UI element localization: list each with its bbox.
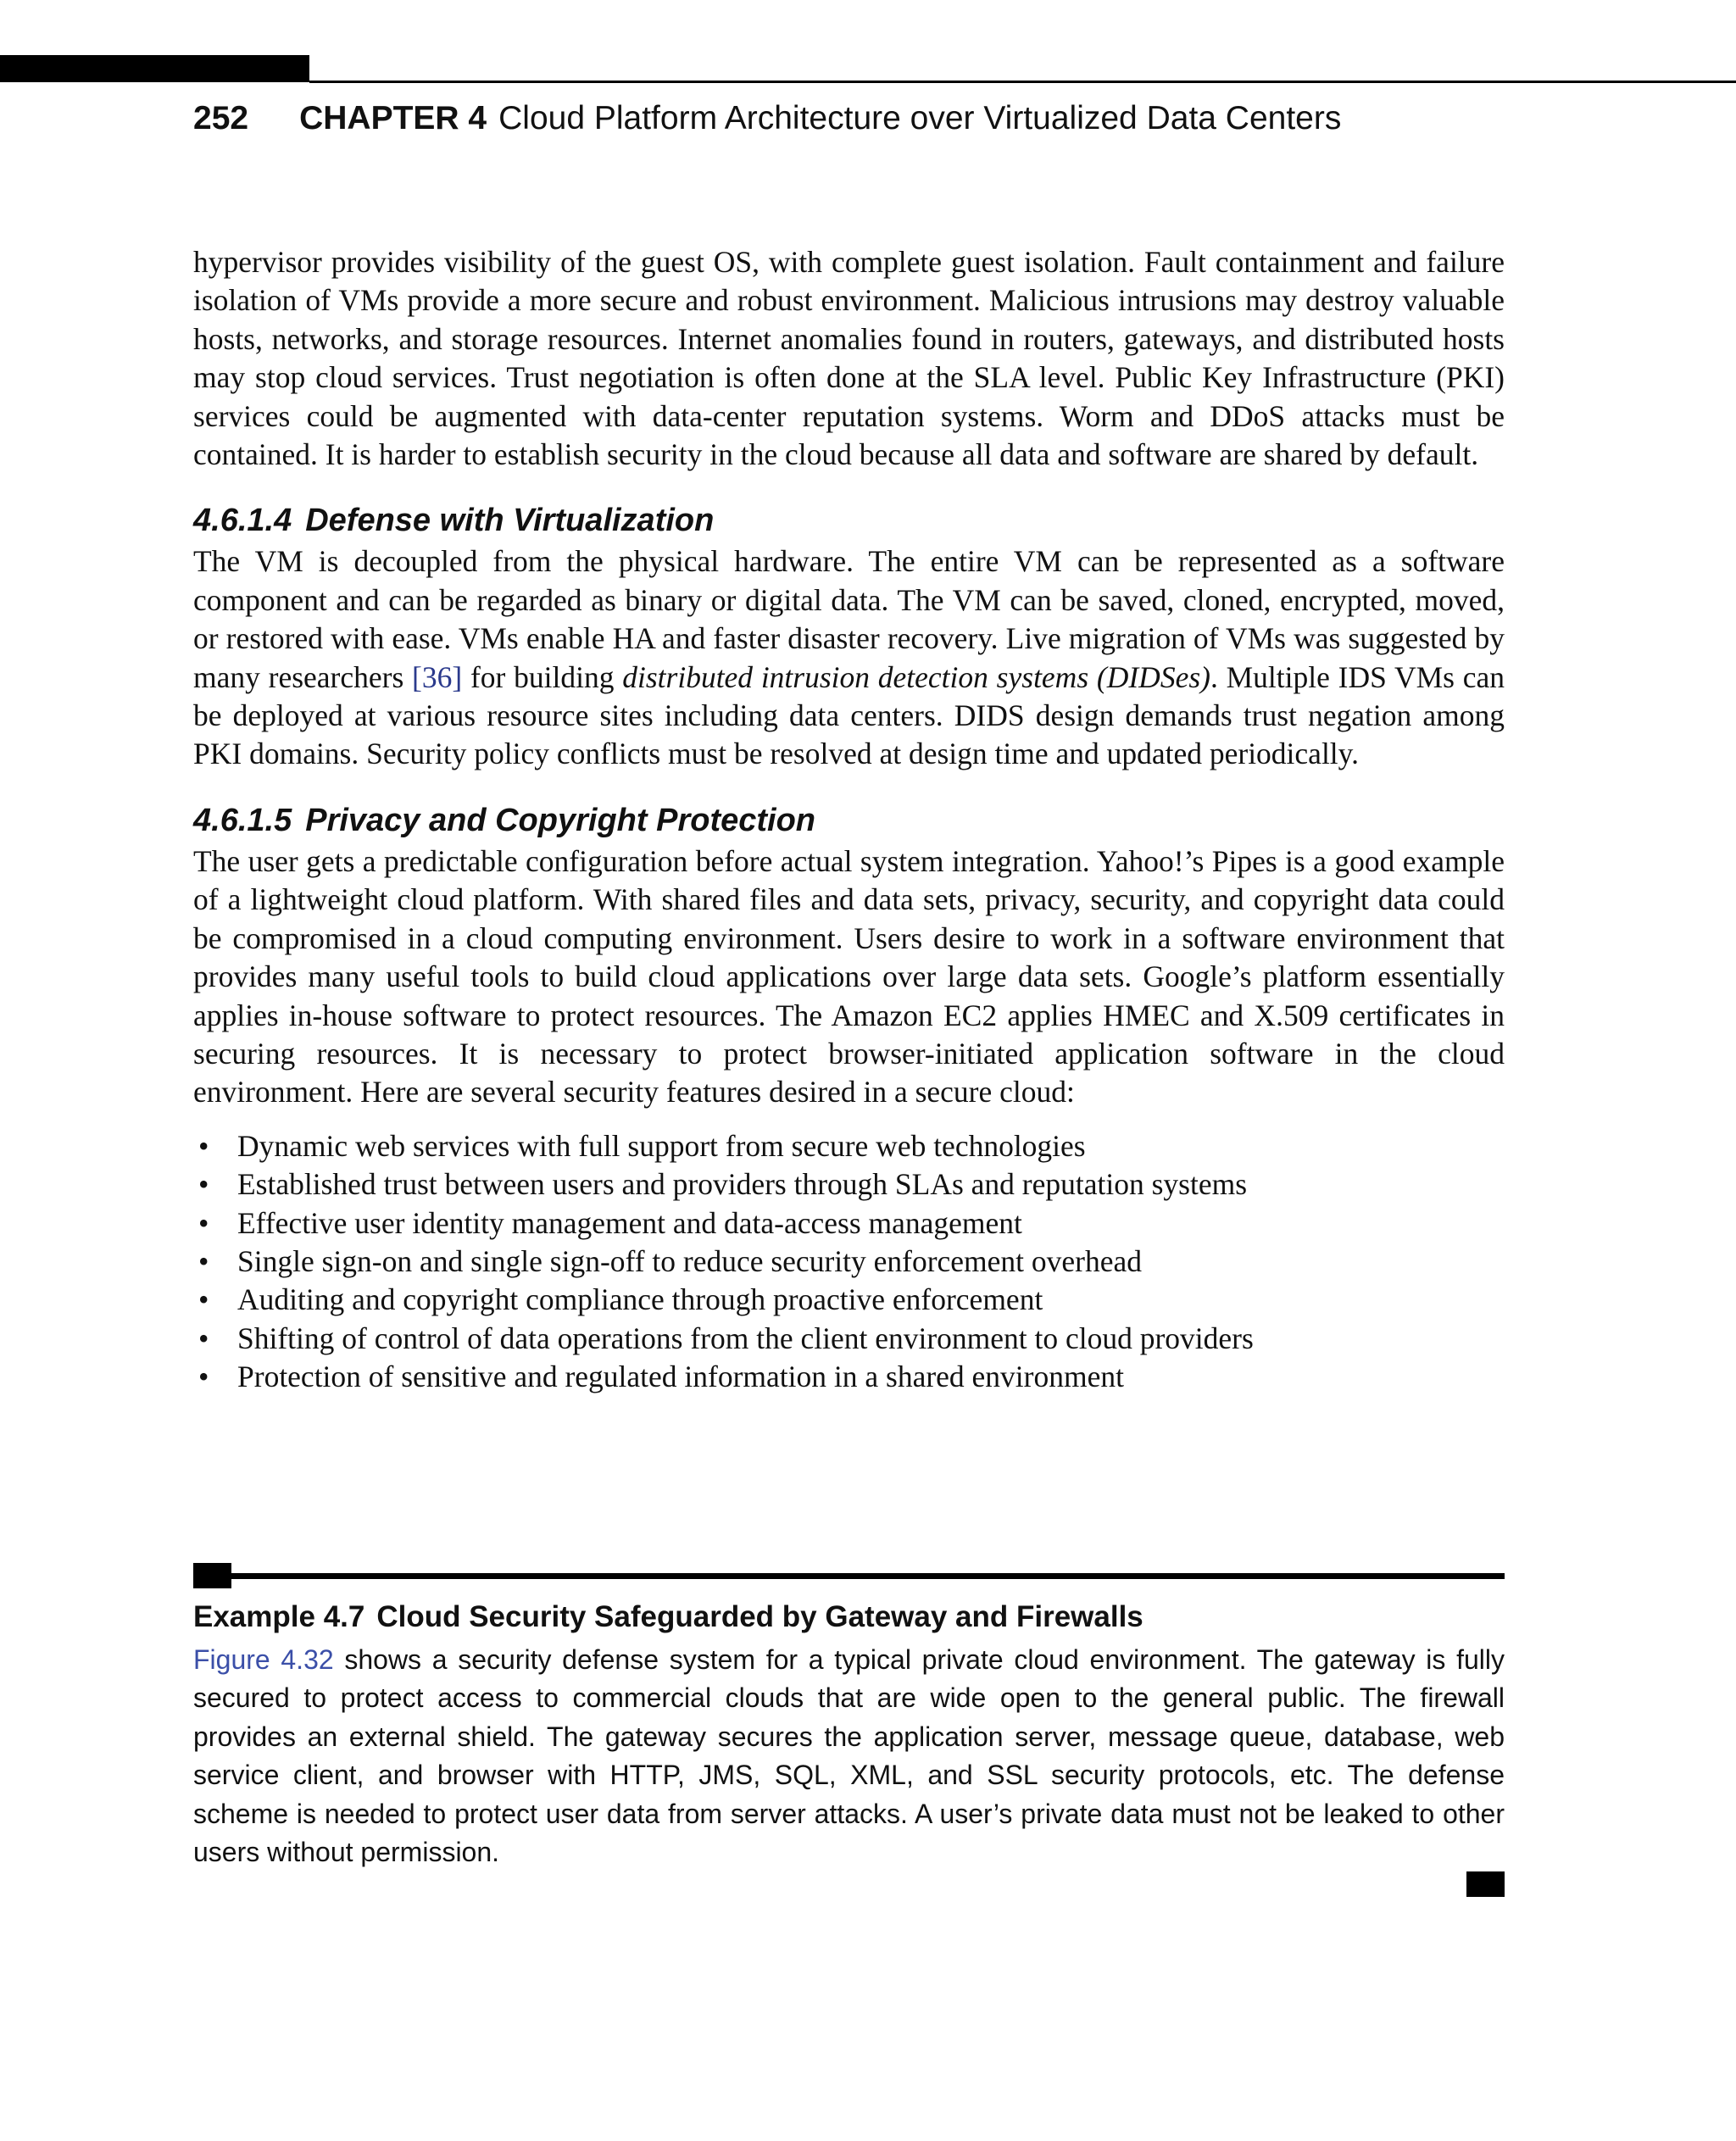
defense-text: . Multiple IDS VMs can be deployed at various resource sites including data centers. DIDS design demands trust negation among PKI domains. Security policy conflicts must be resolved at design time and updated periodically. [193, 659, 1505, 771]
list-item [193, 1281, 1505, 1319]
example-text: shows a security defense system for a typical private cloud environment. The gateway is fully secured to protect access to commercial clouds that are wide open to the general public. The firewall provides an external shield. The gateway secures the application server, message queue, database, web service client, and browser with HTTP, JMS, SQL, XML, and SSL security protocols, etc. The defense scheme is needed to protect user data from server attacks. A user’s private data must not be leaked to other users without permission. [193, 1644, 1505, 1868]
bullet-icon: • [198, 1321, 209, 1355]
list-item-text: Shifting of control of data operations from the client environment to cloud providers [237, 1321, 1254, 1355]
example-box [193, 1593, 1505, 1871]
example-heading: Cloud Security Safeguarded by Gateway and Firewalls [376, 1600, 1143, 1633]
defense-text: for building [462, 659, 623, 694]
list-item-text: Auditing and copyright compliance through proactive enforcement [237, 1282, 1043, 1317]
intro-paragraph: hypervisor provides visibility of the guest OS, with complete guest isolation. Fault containment and failure isolation of VMs provide a more secure and robust environment. Malicious intrusions may destroy valuable hosts, networks, and storage resources. Internet anomalies found in routers, gateways, and distributed hosts may stop cloud services. Trust negotiation is often done at the SLA level. Public Key Infrastructure (PKI) services could be augmented with data-center reputation systems. Worm and DDoS attacks must be contained. It is harder to establish security in the cloud because all data and software are shared by default. [193, 245, 1505, 472]
list-item-text: Established trust between users and providers through SLAs and reputation systems [237, 1167, 1248, 1202]
list-item-text: Effective user identity management and data-access management [237, 1205, 1022, 1240]
section-heading-privacy [193, 774, 1505, 842]
chapter-label: CHAPTER 4 [299, 100, 487, 136]
security-features-list [193, 1127, 1505, 1397]
bullet-icon: • [198, 1167, 209, 1202]
list-item [193, 1358, 1505, 1396]
section-heading-defense [193, 474, 1505, 542]
italic-term: distributed intrusion detection systems (DIDSes) [622, 659, 1210, 694]
list-item-text: Single sign-on and single sign-off to reduce security enforcement overhead [237, 1243, 1142, 1278]
list-item [193, 1127, 1505, 1165]
list-item-text: Dynamic web services with full support from secure web technologies [237, 1128, 1086, 1163]
citation-link[interactable]: [36] [412, 659, 463, 694]
section-number: 4.6.1.4 [193, 503, 292, 539]
list-item [193, 1204, 1505, 1243]
running-head [193, 93, 1341, 144]
section-number: 4.6.1.5 [193, 802, 292, 838]
example-title [193, 1593, 1505, 1641]
list-item-text: Protection of sensitive and regulated information in a shared environment [237, 1360, 1124, 1394]
list-item [193, 1243, 1505, 1281]
example-end-marker [1466, 1871, 1505, 1897]
bullet-icon: • [198, 1282, 209, 1317]
defense-paragraph [193, 542, 1505, 773]
bullet-icon: • [198, 1360, 209, 1394]
defense-text: The VM is decoupled from the physical hardware. The entire VM can be represented as a software component and can be regarded as binary or digital data. The VM can be saved, cloned, encrypted, moved, or restored with ease. VMs enable HA and faster disaster recovery. Live migration of VMs was suggested by many researchers [193, 544, 1505, 694]
list-item [193, 1165, 1505, 1204]
privacy-paragraph: The user gets a predictable configuration before actual system integration. Yahoo!’s Pipes is a good example of a lightweight cloud platform. With shared files and data sets, privacy, security, and copyright data could be compromised in a cloud computing environment. Users desire to work in a software environment that provides many useful tools to build cloud applications over large data sets. Google’s platform essentially applies in-house software to protect resources. The Amazon EC2 applies HMEC and X.509 certificates in securing resources. It is necessary to protect browser-initiated application software in the cloud environment. Here are several security features desired in a secure cloud: [193, 843, 1505, 1109]
main-text [193, 243, 1505, 1396]
figure-link[interactable]: Figure 4.32 [193, 1644, 334, 1675]
header-rule-line [309, 81, 1736, 83]
example-start-marker [193, 1563, 231, 1588]
example-label: Example 4.7 [193, 1600, 365, 1633]
section-title: Privacy and Copyright Protection [305, 802, 816, 838]
chapter-title: Cloud Platform Architecture over Virtualized Data Centers [498, 100, 1342, 136]
header-rule-block [0, 55, 309, 82]
bullet-icon: • [198, 1128, 209, 1163]
list-item [193, 1320, 1505, 1358]
bullet-icon: • [198, 1243, 209, 1278]
example-rule [231, 1573, 1505, 1579]
bullet-icon: • [198, 1205, 209, 1240]
example-body [193, 1641, 1505, 1871]
page-number: 252 [193, 100, 249, 136]
section-title: Defense with Virtualization [305, 503, 715, 539]
